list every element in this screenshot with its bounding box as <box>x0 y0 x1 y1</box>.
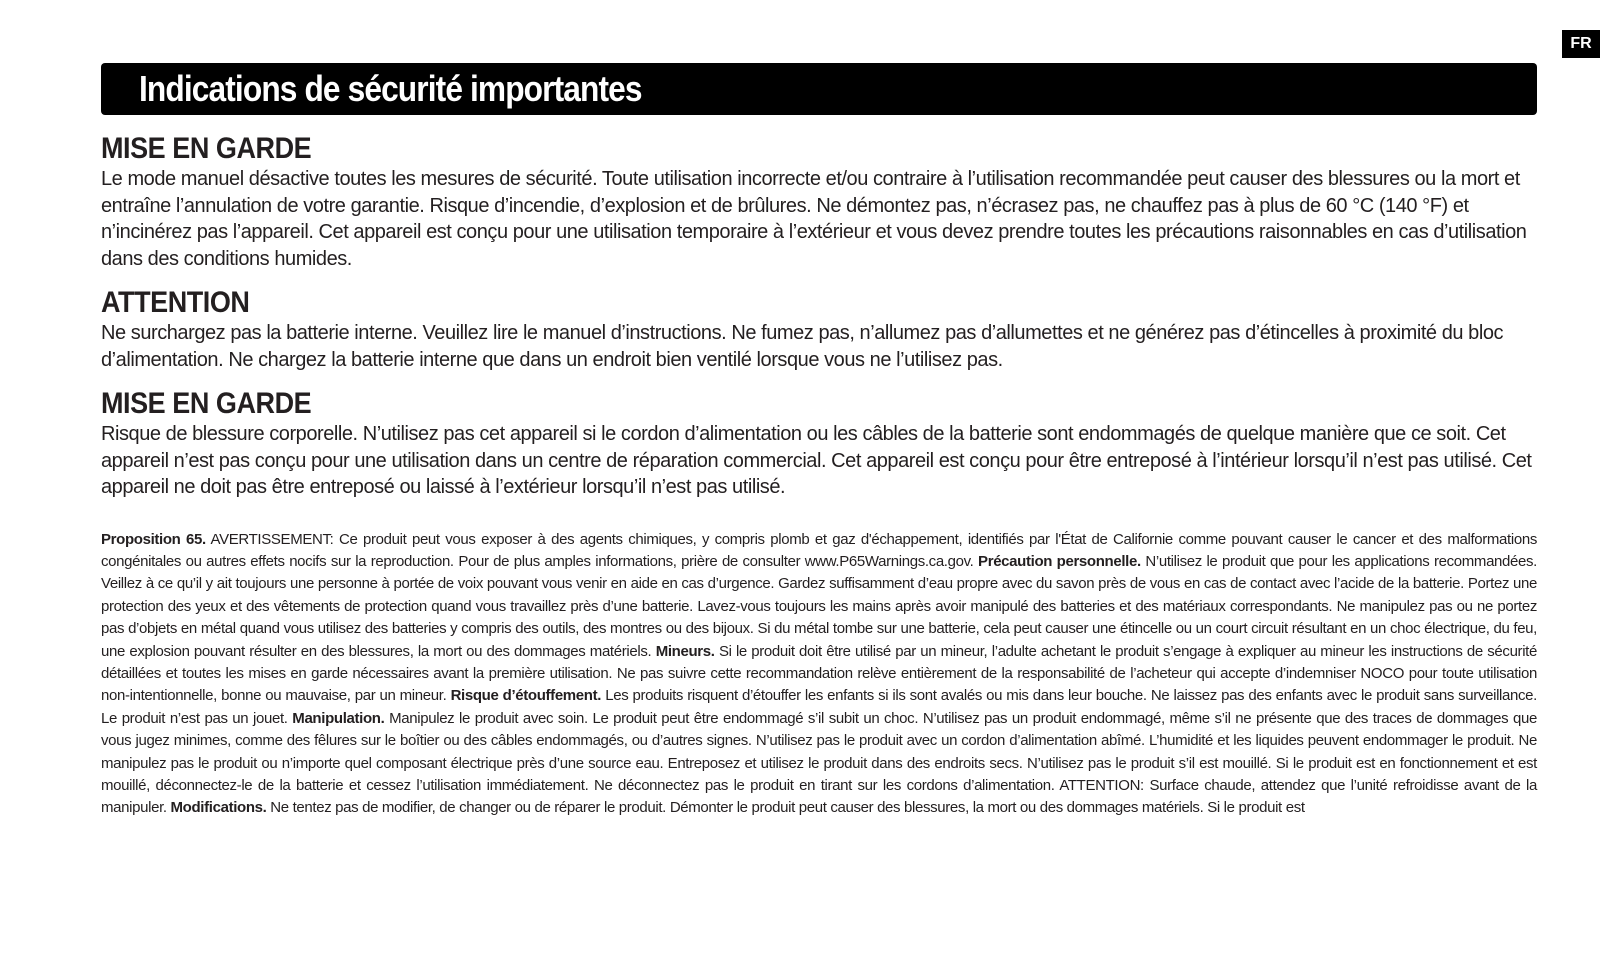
section-heading: MISE EN GARDE <box>101 132 312 165</box>
section-heading: MISE EN GARDE <box>101 387 312 420</box>
page-title: Indications de sécurité importantes <box>139 68 642 109</box>
title-bar <box>101 63 1537 115</box>
warning-section <box>101 387 1537 501</box>
section-text: Le mode manuel désactive toutes les mesures de sécurité. Toute utilisation incorrecte et/ou contraire à l’utilisation recommandée peut causer des blessures ou la mort et entraîne l’annulation de votre garantie. Risque d’incendie, d’explosion et de brûlures. Ne démontez pas, n’écrasez pas, ne chauffez pas à plus de 60 °C (140 °F) et n’incinérez pas l’appareil. Cet appareil est conçu pour une utilisation temporaire à l’extérieur et vous devez prendre toutes les précautions raisonnables en cas d’utilisation dans des conditions humides. <box>101 168 1527 270</box>
section-text: Risque de blessure corporelle. N’utilisez pas cet appareil si le cordon d’alimentation ou les câbles de la batterie sont endommagés de quelque manière que ce soit. Cet appareil n’est pas conçu pour une utilisation dans un centre de réparation commercial. Cet appareil est conçu pour être entreposé à l’intérieur lorsqu’il n’est pas utilisé. Cet appareil ne doit pas être entreposé ou laissé à l’extérieur lorsqu’il n’est pas utilisé. <box>101 423 1532 498</box>
language-tab <box>1562 30 1600 58</box>
fine-print-text: Manipulez le produit avec soin. Le produit peut être endommagé s’il subit un choc. N’utilisez pas un produit endommagé, même s’il ne présente que des traces de dommages que vous jugez minimes, comme des fêlures sur le boîtier ou des câbles endommagés, ou d’autres signes. N’utilisez pas le produit avec un cordon d’alimentation abîmé. L’humidité et les liquides peuvent endommager le produit. Ne manipulez pas le produit ou n’importe quel composant électrique près d’une source eau. Entreposez et utilisez le produit dans des endroits secs. N’utilisez pas le produit s’il est mouillé. Si le produit est en fonctionnement et est mouillé, déconnectez-le de la batterie et cessez l’utilisation immédiatement. Ne déconnectez pas le produit en tirant sur les cordons d’alimentation. ATTENTION: Surface chaude, attendez que l’unité refroidisse avant de la manipuler. <box>101 709 1537 817</box>
document-body <box>101 132 1537 835</box>
fine-print-label: Proposition 65. <box>101 530 206 548</box>
fine-print-label: Précaution personnelle. <box>978 552 1141 570</box>
fine-print-text: Ne tentez pas de modifier, de changer ou de réparer le produit. Démonter le produit peut causer des blessures, la mort ou des dommages matériels. Si le produit est <box>266 799 1305 817</box>
fine-print-text: Les produits risquent d’étouffer les enfants si ils sont avalés ou mis dans leur bouche. Ne laissez pas des enfants avec le produit sans surveillance. Le produit n’est pas un jouet. <box>101 687 1537 727</box>
fine-print-paragraph <box>101 529 1537 820</box>
language-label: FR <box>1570 35 1592 52</box>
fine-print-label: Risque d’étouffement. <box>450 687 602 705</box>
section-heading: ATTENTION <box>101 286 250 319</box>
fine-print-text: N’utilisez le produit que pour les applications recommandées. Veillez à ce qu’il y ait toujours une personne à portée de voix pouvant vous venir en aide en cas d’urgence. Gardez suffisamment d’eau propre avec du savon près de vous en cas de contact avec l’acide de la batterie. Portez une protection des yeux et des vêtements de protection quand vous travaillez près d’une batterie. Lavez-vous toujours les mains après avoir manipulé des batteries et des matériaux correspondants. Ne manipulez pas ou ne portez pas d’objets en métal quand vous utilisez des batteries y compris des outils, des montres ou des bijoux. Si du métal tombe sur une batterie, cela peut causer une étincelle ou un court circuit résultant en un choc électrique, du feu, une explosion pouvant résulter en des blessures, la mort ou des dommages matériels. <box>101 552 1537 660</box>
fine-print-text: AVERTISSEMENT: Ce produit peut vous exposer à des agents chimiques, y compris plomb et gaz d'échappement, identifiés par l'État de Californie comme pouvant causer le cancer et des malformations congénitales ou autres effets nocifs sur la reproduction. Pour de plus amples informations, prière de consulter www.P65Warnings.ca.gov. <box>101 530 1537 570</box>
fine-print-label: Mineurs. <box>655 642 715 660</box>
warning-section <box>101 132 1537 272</box>
attention-section <box>101 286 1537 373</box>
fine-print-label: Modifications. <box>170 799 267 817</box>
fine-print-text: Si le produit doit être utilisé par un mineur, l’adulte achetant le produit s’engage à expliquer au mineur les instructions de sécurité détaillées et toutes les mises en garde nécessaires avant la première utilisation. Ne pas suivre cette recommandation relève entièrement de la responsabilité de l’acheteur qui accepte d’indemniser NOCO pour toute utilisation non-intentionnelle, bonne ou mauvaise, par un mineur. <box>101 642 1537 705</box>
section-text: Ne surchargez pas la batterie interne. Veuillez lire le manuel d’instructions. Ne fumez pas, n’allumez pas d’allumettes et ne générez pas d’étincelles à proximité du bloc d’alimentation. Ne chargez la batterie interne que dans un endroit bien ventilé lorsque vous ne l’utilisez pas. <box>101 322 1504 371</box>
fine-print-label: Manipulation. <box>292 709 385 727</box>
